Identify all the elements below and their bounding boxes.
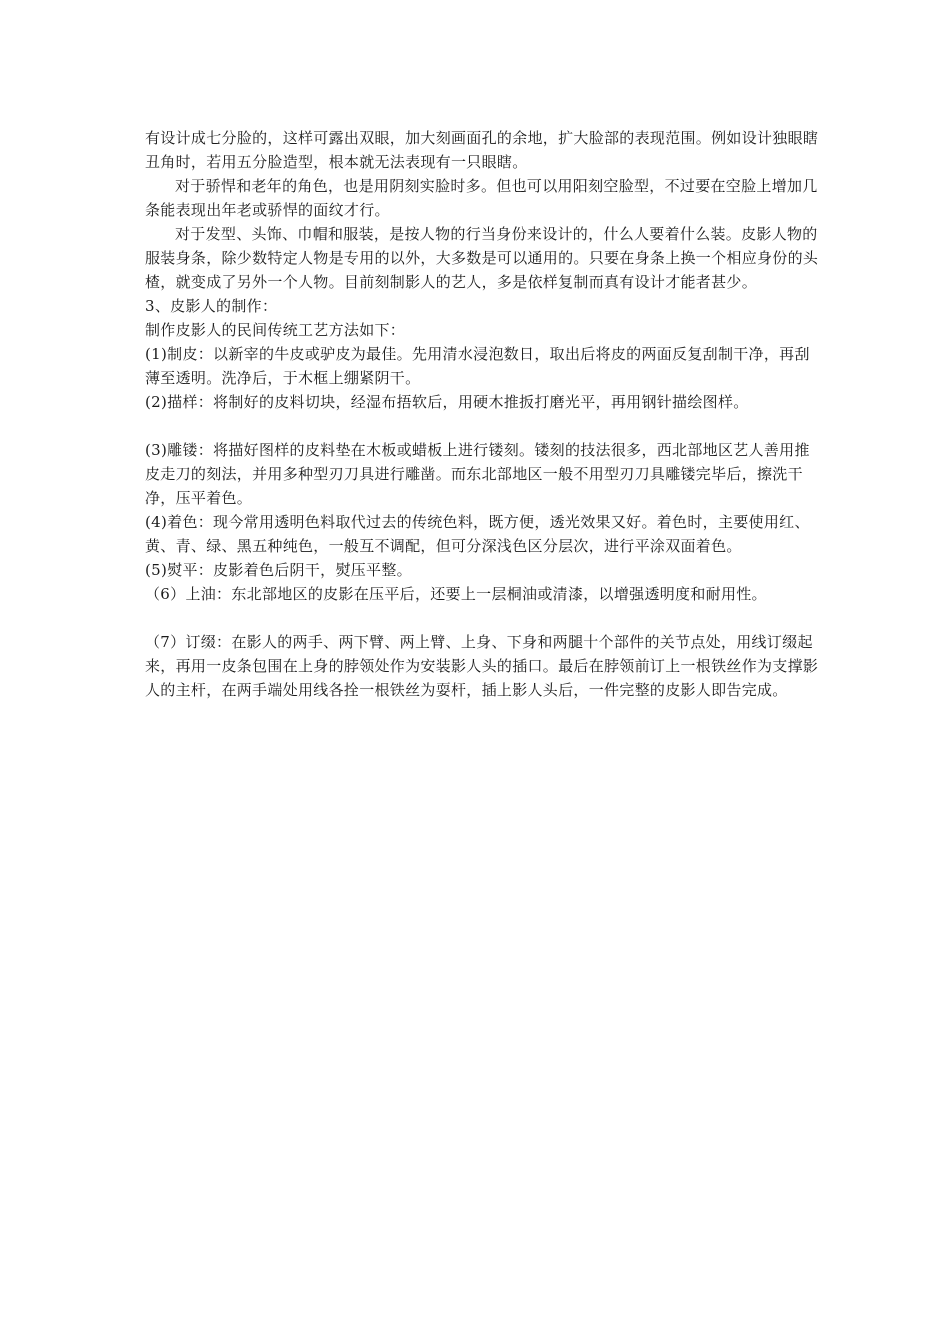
step-7-assembly: （7）订缀：在影人的两手、两下臂、两上臂、上身、下身和两腿十个部件的关节点处，用线订缀起来，再用一皮条包围在上身的脖领处作为安装影人头的插口。最后在脖领前订上一根铁丝作为支撑影人的主杆，在两手端处用线各拴一根铁丝为耍杆，插上影人头后，一件完整的皮影人即告完成。 — [145, 633, 819, 699]
step-5-pressing: (5)熨平：皮影着色后阴干，熨压平整。 — [145, 561, 412, 579]
blank-line — [145, 414, 825, 438]
step-4-coloring: (4)着色：现今常用透明色料取代过去的传统色料，既方便，透光效果又好。着色时，主要使用红、黄、青、绿、黑五种纯色，一般互不调配，但可分深浅色区分层次，进行平涂双面着色。 — [145, 513, 810, 555]
paragraph-costume-design: 对于发型、头饰、巾帽和服装，是按人物的行当身份来设计的，什么人要着什么装。皮影人物的服装身条，除少数特定人物是专用的以外，大多数是可以通用的。只要在身条上换一个相应身份的头楂，就变成了另外一个人物。目前刻制影人的艺人，多是依样复制而真有设计才能者甚少。 — [145, 225, 819, 291]
document-body — [145, 126, 825, 702]
paragraph-face-design: 有设计成七分脸的，这样可露出双眼，加大刻画面孔的余地，扩大脸部的表现范围。例如设计独眼瞎丑角时，若用五分脸造型，根本就无法表现有一只眼瞎。 — [145, 129, 819, 171]
step-1-leather: (1)制皮：以新宰的牛皮或驴皮为最佳。先用清水浸泡数日，取出后将皮的两面反复刮制干净，再刮薄至透明。洗净后，于木框上绷紧阴干。 — [145, 345, 810, 387]
paragraph-aged-roles: 对于骄悍和老年的角色，也是用阴刻实脸时多。但也可以用阳刻空脸型，不过要在空脸上增加几条能表现出年老或骄悍的面纹才行。 — [145, 177, 818, 219]
step-3-carving: (3)雕镂：将描好图样的皮料垫在木板或蜡板上进行镂刻。镂刻的技法很多，西北部地区艺人善用推皮走刀的刻法，并用多种型刃刀具进行雕凿。而东北部地区一般不用型刃刀具雕镂完毕后，擦洗干净，压平着色。 — [145, 441, 810, 507]
section-heading-making: 3、皮影人的制作： — [145, 297, 278, 315]
step-6-oiling: （6）上油：东北部地区的皮影在压平后，还要上一层桐油或清漆，以增强透明度和耐用性。 — [145, 585, 767, 603]
paragraph-method-intro: 制作皮影人的民间传统工艺方法如下： — [145, 321, 406, 339]
blank-line — [145, 606, 825, 630]
step-2-tracing: (2)描样：将制好的皮料切块，经湿布捂软后，用硬木推扳打磨光平，再用钢针描绘图样。 — [145, 393, 749, 411]
